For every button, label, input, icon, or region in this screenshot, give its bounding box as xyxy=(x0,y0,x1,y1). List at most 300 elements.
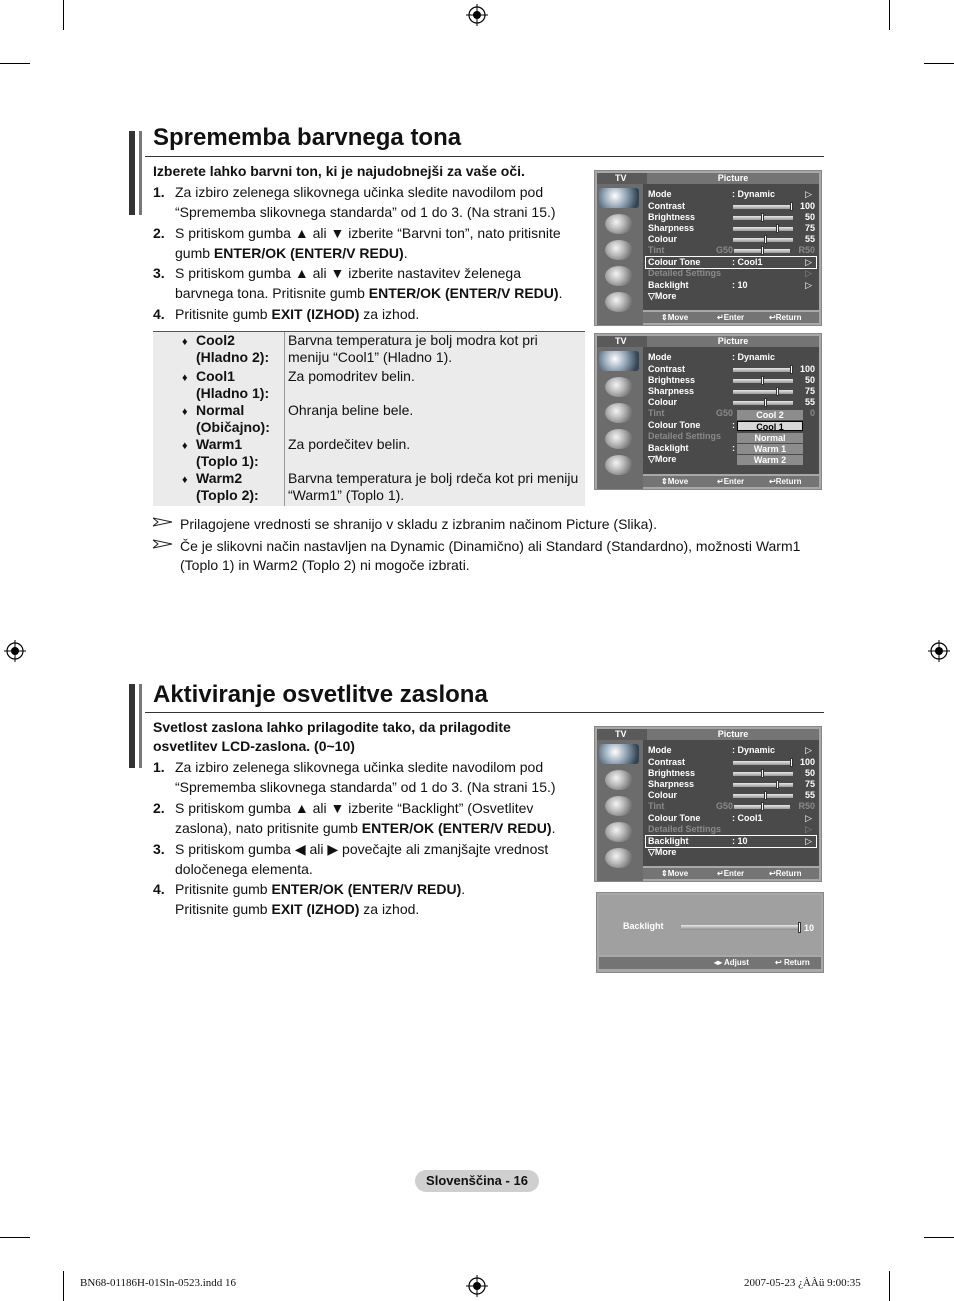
row-value: : Dynamic xyxy=(732,352,776,362)
option-label xyxy=(196,436,296,470)
slider-track xyxy=(733,401,793,405)
backlight-slider-knob[interactable] xyxy=(798,922,801,933)
row-label: Colour xyxy=(648,397,677,407)
row-label: Colour xyxy=(648,790,677,800)
sound-icon xyxy=(605,770,633,790)
step-text xyxy=(175,880,465,919)
return-hint: ↩ Return xyxy=(769,313,802,322)
slider-knob xyxy=(764,235,767,244)
arrow-right-icon: ▷ xyxy=(805,257,812,267)
row-value: 55 xyxy=(804,397,815,407)
menu-row-tint xyxy=(646,801,816,812)
menu-row-colour xyxy=(646,790,816,801)
row-label: Tint xyxy=(648,408,665,418)
step-line: Za izbiro zelenega slikovnega učinka sledite navodilom pod xyxy=(175,759,544,775)
step-item xyxy=(153,183,583,223)
row-label: Brightness xyxy=(648,375,696,385)
adjust-hint: ◂▸ Adjust xyxy=(714,958,749,967)
enter-hint: ↵ Enter xyxy=(717,869,745,878)
diamond-bullet-icon: ♦ xyxy=(182,440,188,452)
step-line: Pritisnite gumb xyxy=(175,900,272,917)
hint-label: Return xyxy=(775,869,802,878)
table-row xyxy=(153,368,585,402)
row-label: Contrast xyxy=(648,364,686,374)
slider-track xyxy=(733,794,793,798)
hint-label: Enter xyxy=(723,869,745,878)
menu-row-brightness xyxy=(646,375,816,386)
step-number: 4. xyxy=(153,881,165,897)
menu-row-colour xyxy=(646,397,816,408)
picture-icon xyxy=(599,744,639,764)
step-line: za izhod. xyxy=(359,306,420,322)
button-name: ENTER/OK (ENTER/V REDU) xyxy=(368,284,559,301)
row-value: : Cool1 xyxy=(732,257,763,267)
slider-track xyxy=(733,761,793,765)
option-description xyxy=(288,332,584,366)
picture-icon xyxy=(599,351,639,371)
menu-panel xyxy=(643,740,819,866)
slider-knob xyxy=(790,365,793,374)
picture-icon xyxy=(599,188,639,208)
option-name-translation: (Običajno): xyxy=(196,419,270,435)
setup-icon xyxy=(605,266,633,286)
backlight-adjust-dialog xyxy=(596,892,824,973)
step-line: “Sprememba slikovnega standarda” od 1 do 3. (Na strani 15.) xyxy=(175,778,556,795)
note-arrow-icon xyxy=(153,517,173,527)
sound-icon xyxy=(605,214,633,234)
crop-mark xyxy=(0,63,30,64)
step-number: 3. xyxy=(153,265,165,281)
tv-tab: TV xyxy=(597,336,647,347)
description-line: “Warm1” (Toplo 1). xyxy=(288,487,405,503)
step-line: S pritiskom gumba ▲ ali ▼ izberite “Barvni ton”, nato pritisnite xyxy=(175,225,561,241)
sound-icon xyxy=(605,377,633,397)
step-item xyxy=(153,758,583,798)
option-description xyxy=(288,368,584,385)
row-value: 55 xyxy=(804,790,815,800)
menu-row-contrast xyxy=(646,757,816,768)
move-hint: ⇕ Move xyxy=(661,477,689,486)
button-name: ENTER/OK (ENTER/V REDU) xyxy=(361,819,552,836)
backlight-value: 10 xyxy=(804,923,815,933)
slider-track xyxy=(734,249,790,253)
menu-footer xyxy=(643,476,819,487)
row-label: Colour Tone xyxy=(648,420,701,430)
slider-track xyxy=(733,216,793,220)
row-label: Contrast xyxy=(648,201,686,211)
section-intro: osvetlitev LCD-zaslona. (0~10) xyxy=(153,738,355,754)
registration-mark-icon xyxy=(466,1275,488,1297)
step-text xyxy=(175,224,561,263)
menu-footer xyxy=(643,312,819,323)
button-name: ENTER/OK (ENTER/V REDU) xyxy=(271,881,462,897)
option-name: Warm2 xyxy=(196,470,243,486)
slider-knob xyxy=(764,791,767,800)
row-value: : Cool1 xyxy=(732,813,763,823)
row-value: : Dynamic xyxy=(732,189,776,199)
step-item xyxy=(153,264,583,304)
table-row xyxy=(153,332,585,366)
row-label: ▽More xyxy=(648,454,677,464)
option-description xyxy=(288,470,584,504)
tint-green-value: G50 xyxy=(716,408,734,418)
option-name: Cool2 xyxy=(196,332,235,348)
slider-track xyxy=(733,227,793,231)
step-line: Pritisnite gumb xyxy=(175,306,272,322)
step-line: barvnega tona. Pritisnite gumb xyxy=(175,284,369,301)
return-hint: ↩ Return xyxy=(769,477,802,486)
row-value: : 10 xyxy=(732,836,748,846)
menu-title: Picture xyxy=(647,336,819,347)
row-label: Colour Tone xyxy=(648,813,701,823)
tv-picture-menu xyxy=(594,170,822,326)
slider-track xyxy=(733,238,793,242)
diamond-bullet-icon: ♦ xyxy=(182,336,188,348)
row-label: Backlight xyxy=(648,280,689,290)
description-line: Za pomodritev belin. xyxy=(288,368,415,384)
row-value: 50 xyxy=(804,768,815,778)
menu-title: Picture xyxy=(647,173,819,184)
backlight-label: Backlight xyxy=(623,921,664,931)
menu-row-colour xyxy=(646,234,816,245)
slider-knob xyxy=(776,780,779,789)
step-item xyxy=(153,224,583,264)
dropdown-option-cool1[interactable]: Cool 1 xyxy=(737,421,803,431)
dropdown-option-warm1[interactable]: Warm 1 xyxy=(737,444,803,454)
registration-mark-icon xyxy=(928,640,950,662)
crop-mark xyxy=(0,1237,30,1238)
step-line: S pritiskom gumba ◀ ali ▶ povečajte ali zmanjšajte vrednost xyxy=(175,841,549,857)
step-item xyxy=(153,799,583,839)
tv-tab: TV xyxy=(597,729,647,740)
row-value: 50 xyxy=(804,212,815,222)
menu-panel xyxy=(643,184,819,310)
input-icon xyxy=(605,848,633,868)
title-rule xyxy=(145,156,824,157)
channel-icon xyxy=(605,403,633,423)
step-item xyxy=(153,840,583,880)
option-name-translation: (Hladno 2): xyxy=(196,349,270,365)
menu-row-mode xyxy=(646,745,816,756)
enter-hint: ↵ Enter xyxy=(717,477,745,486)
button-name: EXIT (IZHOD) xyxy=(271,306,360,322)
diamond-bullet-icon: ♦ xyxy=(182,406,188,418)
step-number: 1. xyxy=(153,184,165,200)
step-number: 2. xyxy=(153,225,165,241)
row-value: 75 xyxy=(804,386,815,396)
menu-row-brightness xyxy=(646,768,816,779)
row-value: 55 xyxy=(804,234,815,244)
section-title: Sprememba barvnega tona xyxy=(153,124,462,151)
section-title: Aktiviranje osvetlitve zaslona xyxy=(153,681,488,708)
option-name-translation: (Toplo 2): xyxy=(196,487,259,503)
button-name: ENTER/OK (ENTER/V REDU) xyxy=(213,244,404,261)
setup-icon xyxy=(605,429,633,449)
crop-mark xyxy=(889,0,890,30)
description-line: Barvna temperatura je bolj modra kot pri xyxy=(288,332,538,348)
row-value: 100 xyxy=(799,364,815,374)
option-label xyxy=(196,470,296,504)
hint-label: Adjust xyxy=(723,958,749,967)
dropdown-option-normal[interactable]: Normal xyxy=(737,433,803,443)
hint-label: Return xyxy=(775,477,802,486)
crop-mark xyxy=(924,1237,954,1238)
step-line: gumb xyxy=(175,244,214,261)
row-label: Sharpness xyxy=(648,223,695,233)
tint-red-value: R50 xyxy=(798,245,815,255)
hint-label: Return xyxy=(775,313,802,322)
input-icon xyxy=(605,292,633,312)
row-value: 75 xyxy=(804,779,815,789)
table-row xyxy=(153,470,585,504)
step-line: za izhod. xyxy=(359,900,420,917)
row-value: : 10 xyxy=(732,280,748,290)
backlight-slider-track[interactable] xyxy=(681,925,801,930)
option-description xyxy=(288,402,584,419)
slider-knob xyxy=(761,802,764,811)
option-name-translation: (Hladno 1): xyxy=(196,385,270,401)
row-label: Contrast xyxy=(648,757,686,767)
registration-mark-icon xyxy=(4,640,26,662)
menu-footer xyxy=(643,868,819,879)
tv-tab: TV xyxy=(597,173,647,184)
step-line: določenega elementa. xyxy=(175,860,313,877)
description-line: Barvna temperatura je bolj rdeča kot pri meniju xyxy=(288,470,579,486)
step-line: . xyxy=(558,284,563,301)
button-name: EXIT (IZHOD) xyxy=(271,900,360,917)
menu-row-more xyxy=(646,291,816,302)
step-line: . xyxy=(461,881,466,897)
menu-row-mode xyxy=(646,352,816,363)
row-label: Detailed Settings xyxy=(648,824,722,834)
input-icon xyxy=(605,455,633,475)
row-label: Sharpness xyxy=(648,779,695,789)
tint-red-value: R50 xyxy=(798,801,815,811)
crop-mark xyxy=(63,1271,64,1301)
menu-row-contrast xyxy=(646,364,816,375)
row-label: Sharpness xyxy=(648,386,695,396)
menu-row-contrast xyxy=(646,201,816,212)
row-label: Detailed Settings xyxy=(648,268,722,278)
section-accent-bar xyxy=(129,684,135,768)
hint-label: Return xyxy=(783,958,810,967)
slider-knob xyxy=(761,246,764,255)
slider-knob xyxy=(790,758,793,767)
slider-track xyxy=(733,783,793,787)
dropdown-option-cool2[interactable]: Cool 2 xyxy=(737,410,803,420)
slider-knob xyxy=(776,224,779,233)
registration-mark-icon xyxy=(466,4,488,26)
row-label: Colour Tone xyxy=(648,257,701,267)
tint-red-value-partial: 0 xyxy=(809,408,815,418)
enter-hint: ↵ Enter xyxy=(717,313,745,322)
section-intro: Svetlost zaslona lahko prilagodite tako, da prilagodite xyxy=(153,719,511,735)
step-line: Za izbiro zelenega slikovnega učinka sledite navodilom pod xyxy=(175,184,544,200)
menu-row-colour-tone[interactable] xyxy=(646,257,816,268)
step-number: 1. xyxy=(153,759,165,775)
move-hint: ⇕ Move xyxy=(661,869,689,878)
row-label: Tint xyxy=(648,801,665,811)
return-hint: ↩ Return xyxy=(769,869,802,878)
row-value: 50 xyxy=(804,375,815,385)
row-label: Mode xyxy=(648,352,672,362)
section-intro: Izberete lahko barvni ton, ki je najudobnejši za vaše oči. xyxy=(153,163,525,179)
step-line: “Sprememba slikovnega standarda” od 1 do 3. (Na strani 15.) xyxy=(175,203,556,220)
menu-row-mode xyxy=(646,189,816,200)
row-separator: : xyxy=(732,420,735,430)
row-value: 100 xyxy=(799,757,815,767)
hint-label: Enter xyxy=(723,477,745,486)
menu-row-more xyxy=(646,847,816,858)
table-row xyxy=(153,402,585,436)
row-label: Detailed Settings xyxy=(648,431,722,441)
arrow-right-icon: ▷ xyxy=(805,189,812,199)
slider-track xyxy=(733,368,793,372)
menu-sidebar xyxy=(597,347,643,489)
section-accent-bar xyxy=(139,131,142,215)
step-line: S pritiskom gumba ▲ ali ▼ izberite nastavitev želenega xyxy=(175,265,521,281)
slider-track xyxy=(733,205,793,209)
arrow-right-icon: ▷ xyxy=(805,280,812,290)
hint-label: Move xyxy=(667,313,689,322)
option-description xyxy=(288,436,584,453)
arrow-right-icon: ▷ xyxy=(805,745,812,755)
note-text: Če je slikovni način nastavljen na Dynamic (Dinamično) ali Standard (Standardno), možnosti Warm1 xyxy=(180,538,801,554)
move-hint: ⇕ Move xyxy=(661,313,689,322)
page-number: Slovenščina - 16 xyxy=(415,1170,539,1192)
row-label: Colour xyxy=(648,234,677,244)
note-text: Prilagojene vrednosti se shranijo v skladu z izbranim načinom Picture (Slika). xyxy=(180,516,657,532)
slider-track xyxy=(733,379,793,383)
footer-timestamp: 2007-05-23 ¿ÀÀü 9:00:35 xyxy=(744,1277,861,1289)
section-accent-bar xyxy=(129,131,135,215)
slider-track xyxy=(733,390,793,394)
note-text: (Toplo 1) in Warm2 (Toplo 2) ni mogoče izbrati. xyxy=(180,557,470,573)
row-label: Backlight xyxy=(648,836,689,846)
step-line: Pritisnite gumb xyxy=(175,881,272,897)
description-line: Za pordečitev belin. xyxy=(288,436,411,452)
arrow-right-icon: ▷ xyxy=(805,268,812,278)
menu-row-sharpness xyxy=(646,779,816,790)
diamond-bullet-icon: ♦ xyxy=(182,372,188,384)
setup-icon xyxy=(605,822,633,842)
option-label xyxy=(196,332,296,366)
row-label: ▽More xyxy=(648,847,677,857)
menu-sidebar xyxy=(597,184,643,325)
step-line: S pritiskom gumba ▲ ali ▼ izberite “Backlight” (Osvetlitev xyxy=(175,800,534,816)
tint-green-value: G50 xyxy=(716,801,734,811)
menu-row-colour-tone xyxy=(646,813,816,824)
slider-knob xyxy=(776,387,779,396)
menu-row-tint xyxy=(646,245,816,256)
option-label xyxy=(196,402,296,436)
channel-icon xyxy=(605,240,633,260)
step-item xyxy=(153,880,583,920)
step-number: 4. xyxy=(153,306,165,322)
slider-knob xyxy=(764,398,767,407)
row-value: 75 xyxy=(804,223,815,233)
diamond-bullet-icon: ♦ xyxy=(182,474,188,486)
menu-row-sharpness xyxy=(646,223,816,234)
option-name-translation: (Toplo 1): xyxy=(196,453,259,469)
dropdown-option-warm2[interactable]: Warm 2 xyxy=(737,455,803,465)
step-number: 3. xyxy=(153,841,165,857)
slider-knob xyxy=(761,769,764,778)
step-line: zaslona), nato pritisnite gumb xyxy=(175,819,362,836)
option-name: Cool1 xyxy=(196,368,235,384)
description-line: Ohranja beline bele. xyxy=(288,402,414,418)
crop-mark xyxy=(889,1271,890,1301)
hint-label: Enter xyxy=(723,313,745,322)
dialog-footer xyxy=(599,957,821,969)
row-value: 100 xyxy=(799,201,815,211)
menu-row-brightness xyxy=(646,212,816,223)
slider-knob xyxy=(790,202,793,211)
step-item xyxy=(153,305,583,325)
menu-row-backlight[interactable] xyxy=(646,836,816,847)
step-text xyxy=(175,840,548,879)
step-line: . xyxy=(403,244,408,261)
slider-track xyxy=(733,772,793,776)
step-text xyxy=(175,183,556,222)
table-row xyxy=(153,436,585,470)
crop-mark xyxy=(63,0,64,30)
section-accent-bar xyxy=(139,684,142,768)
menu-title: Picture xyxy=(647,729,819,740)
row-label: Mode xyxy=(648,745,672,755)
row-value: : Dynamic xyxy=(732,745,776,755)
row-label: Brightness xyxy=(648,768,696,778)
menu-sidebar xyxy=(597,740,643,881)
arrow-right-icon: ▷ xyxy=(805,813,812,823)
step-text xyxy=(175,264,562,303)
row-label: Brightness xyxy=(648,212,696,222)
menu-row-sharpness xyxy=(646,386,816,397)
hint-label: Move xyxy=(667,477,689,486)
option-name: Normal xyxy=(196,402,245,418)
title-rule xyxy=(145,712,824,713)
tv-picture-menu-colour-tone-open xyxy=(594,333,822,490)
menu-row-detailed-settings xyxy=(646,824,816,835)
step-number: 2. xyxy=(153,800,165,816)
row-label: Mode xyxy=(648,189,672,199)
hint-label: Move xyxy=(667,869,689,878)
description-line: meniju “Cool1” (Hladno 1). xyxy=(288,349,453,365)
row-label: ▽More xyxy=(648,291,677,301)
step-line: . xyxy=(551,819,556,836)
row-label: Backlight xyxy=(648,443,689,453)
slider-knob xyxy=(761,376,764,385)
arrow-right-icon: ▷ xyxy=(805,836,812,846)
step-text xyxy=(175,758,556,797)
step-text xyxy=(175,799,555,838)
footer-file-info: BN68-01186H-01Sln-0523.indd 16 xyxy=(80,1277,237,1289)
slider-track xyxy=(734,805,790,809)
tv-picture-menu-backlight xyxy=(594,726,822,882)
option-name: Warm1 xyxy=(196,436,243,452)
step-text xyxy=(175,305,419,325)
note-arrow-icon xyxy=(153,539,173,549)
channel-icon xyxy=(605,796,633,816)
menu-row-backlight xyxy=(646,280,816,291)
arrow-right-icon: ▷ xyxy=(805,824,812,834)
crop-mark xyxy=(924,63,954,64)
row-label: Tint xyxy=(648,245,665,255)
menu-row-detailed-settings xyxy=(646,268,816,279)
return-hint: ↩ Return xyxy=(775,958,810,967)
colour-tone-options-table xyxy=(153,331,585,506)
tint-green-value: G50 xyxy=(716,245,734,255)
